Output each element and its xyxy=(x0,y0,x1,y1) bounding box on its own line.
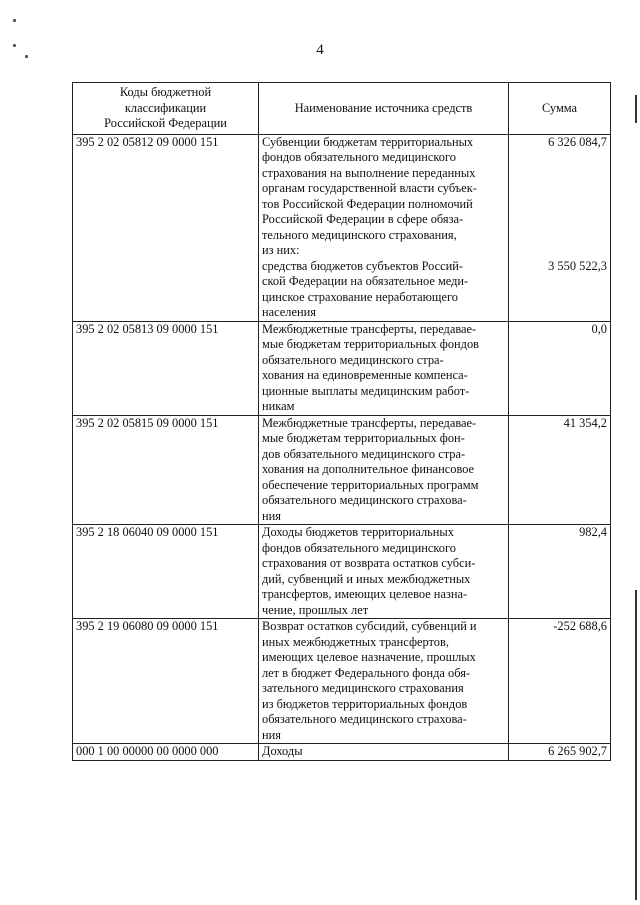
budget-code: 000 1 00 00000 00 0000 000 xyxy=(73,744,259,761)
scan-edge-mark xyxy=(635,95,637,123)
name-line: дий, субвенций и иных межбюджетных xyxy=(262,571,471,586)
name-line: тов Российской Федерации полномочий xyxy=(262,196,473,211)
amount-value: 41 354,2 xyxy=(509,415,611,525)
sub-amount-value: 3 550 522,3 xyxy=(548,258,607,273)
name-line: обязательного медицинского стра- xyxy=(262,352,444,367)
budget-code: 395 2 18 06040 09 0000 151 xyxy=(73,525,259,619)
budget-revenue-table xyxy=(72,82,611,761)
budget-code: 395 2 02 05812 09 0000 151 xyxy=(73,134,259,321)
amount-value: 0,0 xyxy=(509,321,611,415)
table-row xyxy=(73,321,611,415)
name-line: зательного медицинского страхования xyxy=(262,681,464,695)
name-line: страхования от возврата остатков субси- xyxy=(262,556,476,570)
name-line: тельного медицинского страхования, xyxy=(262,227,457,242)
name-line: иных межбюджетных трансфертов, xyxy=(262,634,449,649)
table-row-total xyxy=(73,744,611,761)
amount-cell xyxy=(509,134,611,321)
name-line: лет в бюджет Федерального фонда обя- xyxy=(262,665,471,680)
sub-name-line: средства бюджетов субъектов Россий- xyxy=(262,258,464,273)
name-line: из бюджетов территориальных фондов xyxy=(262,696,468,711)
source-name xyxy=(259,525,509,619)
name-line: дов обязательного медицинского стра- xyxy=(262,446,466,461)
name-line: Доходы бюджетов территориальных xyxy=(262,525,454,539)
name-line: Межбюджетные трансферты, передавае- xyxy=(262,415,477,430)
sub-name-line: населения xyxy=(262,305,316,319)
amount-value: 6 326 084,7 xyxy=(548,134,607,149)
total-amount-value: 6 265 902,7 xyxy=(509,744,611,761)
name-line: фондов обязательного медицинского xyxy=(262,150,456,164)
amount-value: 982,4 xyxy=(509,525,611,619)
name-line: хования на единовременные компенса- xyxy=(262,368,468,382)
header-budget-codes xyxy=(73,83,259,135)
budget-code: 395 2 02 05815 09 0000 151 xyxy=(73,415,259,525)
table-row xyxy=(73,525,611,619)
budget-code: 395 2 19 06080 09 0000 151 xyxy=(73,619,259,744)
name-line: никам xyxy=(262,399,295,413)
name-line: мые бюджетам территориальных фон- xyxy=(262,431,465,445)
budget-code: 395 2 02 05813 09 0000 151 xyxy=(73,321,259,415)
header-codes-line: Российской Федерации xyxy=(104,116,227,130)
scan-speck xyxy=(13,19,16,22)
table-row xyxy=(73,619,611,744)
name-line: мые бюджетам территориальных фондов xyxy=(262,337,480,351)
source-name xyxy=(259,619,509,744)
name-line: обязательного медицинского страхова- xyxy=(262,493,467,507)
amount-value: -252 688,6 xyxy=(509,619,611,744)
source-name xyxy=(259,134,509,321)
name-line: хования на дополнительное финансовое xyxy=(262,462,475,476)
name-line: трансфертов, имеющих целевое назна- xyxy=(262,587,468,601)
table-header-row xyxy=(73,83,611,135)
name-line: органам государственной власти субъек- xyxy=(262,181,477,195)
header-amount: Сумма xyxy=(509,83,611,135)
name-line: Возврат остатков субсидий, субвенций и xyxy=(262,619,477,633)
scan-edge-mark xyxy=(635,590,637,900)
name-line: Субвенции бюджетам территориальных xyxy=(262,134,474,149)
header-codes-line: классификации xyxy=(124,100,207,115)
source-name xyxy=(259,744,509,761)
name-line: ния xyxy=(262,727,281,742)
source-name xyxy=(259,321,509,415)
sub-name-line: цинское страхование неработающего xyxy=(262,289,458,304)
table-row xyxy=(73,415,611,525)
table-row xyxy=(73,134,611,321)
name-line: ционные выплаты медицинским работ- xyxy=(262,383,470,398)
name-line: Межбюджетные трансферты, передавае- xyxy=(262,321,477,336)
name-line: имеющих целевое назначение, прошлых xyxy=(262,650,476,664)
name-line: страхования на выполнение переданных xyxy=(262,165,476,180)
sub-name-line: ской Федерации на обязательное меди- xyxy=(262,274,469,288)
name-line: обеспечение территориальных программ xyxy=(262,477,479,492)
header-source-name: Наименование источника средств xyxy=(259,83,509,135)
header-codes-line: Коды бюджетной xyxy=(119,85,212,99)
name-line: фондов обязательного медицинского xyxy=(262,540,456,555)
name-line: чение, прошлых лет xyxy=(262,602,369,617)
name-line: ния xyxy=(262,508,281,523)
source-name xyxy=(259,415,509,525)
name-line: Доходы xyxy=(262,744,303,758)
page-number: 4 xyxy=(316,42,324,58)
name-line: из них: xyxy=(262,243,300,257)
name-line: обязательного медицинского страхова- xyxy=(262,712,467,726)
name-line: Российской Федерации в сфере обяза- xyxy=(262,212,464,226)
